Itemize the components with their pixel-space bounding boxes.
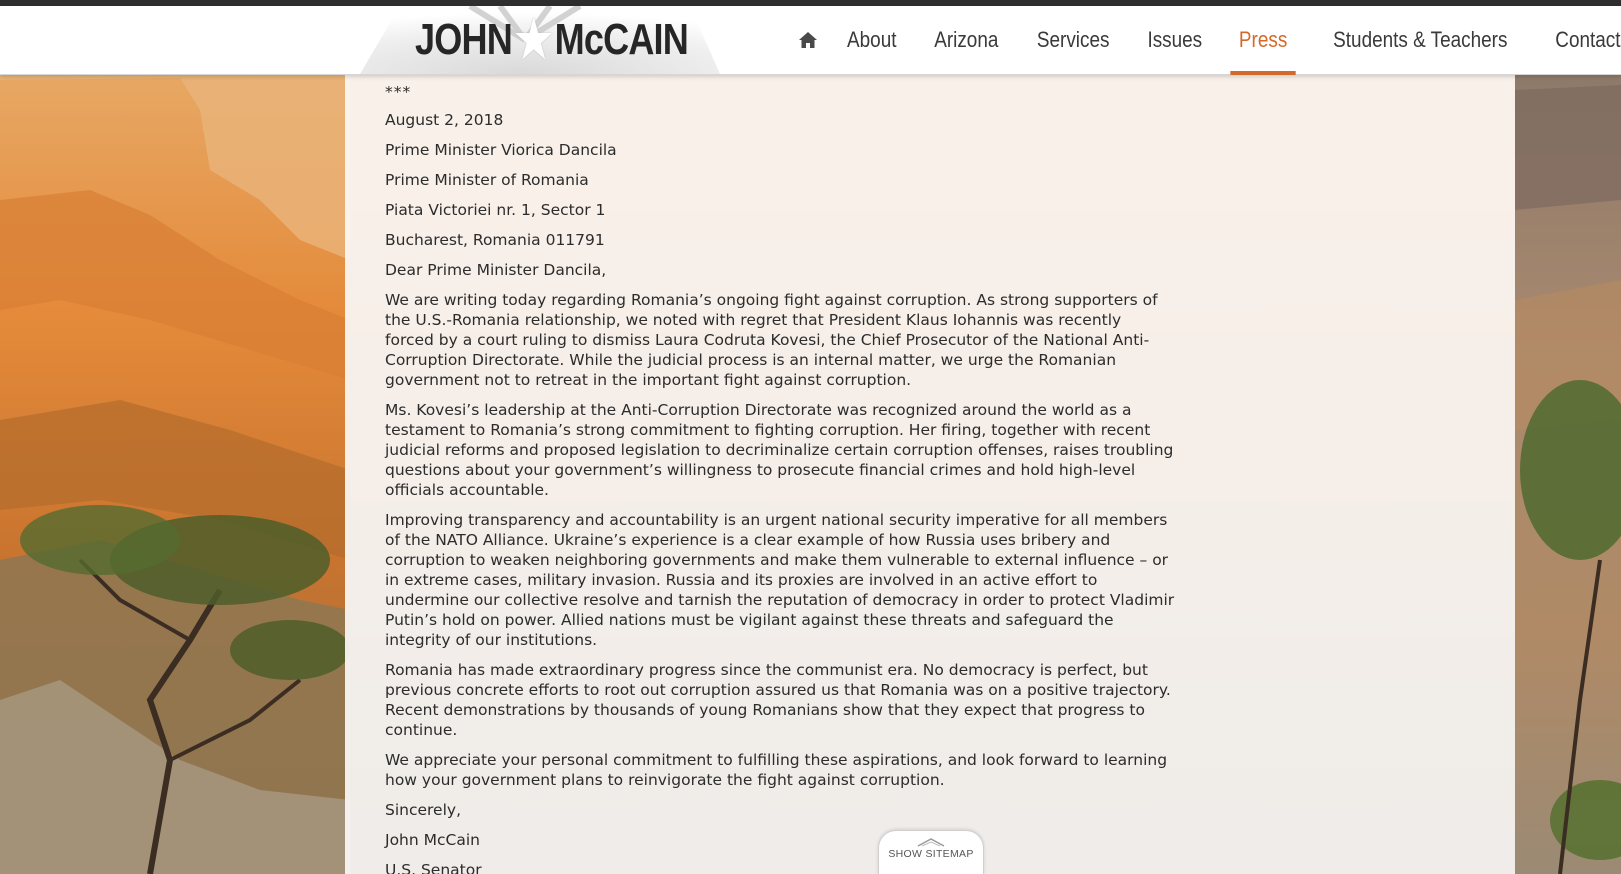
signer-name: John McCain bbox=[385, 831, 480, 849]
letter-paragraph: We appreciate your personal commitment to fulfilling these aspirations, and look forward to learning how your government plans to reinvigorate the fight against corruption. bbox=[385, 751, 1168, 789]
star-icon: ★ bbox=[514, 11, 552, 69]
nav-contact[interactable]: Contact bbox=[1555, 27, 1621, 52]
sitemap-label: SHOW SITEMAP bbox=[888, 848, 974, 860]
nav-students-teachers[interactable]: Students & Teachers bbox=[1333, 27, 1508, 52]
nav-press[interactable]: Press bbox=[1227, 6, 1299, 74]
address-line-1: Piata Victoriei nr. 1, Sector 1 bbox=[385, 201, 606, 219]
logo-last-name: McCAIN bbox=[554, 15, 689, 64]
site-logo[interactable] bbox=[360, 6, 720, 74]
signer-title: U.S. Senator bbox=[385, 861, 482, 874]
logo-first-name: JOHN bbox=[415, 15, 512, 64]
address-line-2: Bucharest, Romania 011791 bbox=[385, 231, 605, 249]
site-header bbox=[0, 6, 1621, 75]
salutation: Dear Prime Minister Dancila, bbox=[385, 261, 607, 279]
recipient-name: Prime Minister Viorica Dancila bbox=[385, 141, 617, 159]
letter-paragraph: Romania has made extraordinary progress since the communist era. No democracy is perfect, but previous concrete efforts to root out corruption assured us that Romania was on a positive trajectory. Recent demonstrations by thousands of young Romanians show that they expect that progress to continue. bbox=[385, 661, 1171, 739]
nav-issues[interactable]: Issues bbox=[1147, 27, 1203, 52]
nav-services[interactable]: Services bbox=[1036, 27, 1110, 52]
show-sitemap-button[interactable] bbox=[878, 830, 984, 874]
recipient-title: Prime Minister of Romania bbox=[385, 171, 589, 189]
home-button[interactable] bbox=[795, 6, 821, 74]
content-panel bbox=[345, 74, 1515, 874]
chevron-up-icon bbox=[916, 837, 946, 847]
letter-date: August 2, 2018 bbox=[385, 111, 504, 129]
logo-wordmark bbox=[415, 11, 689, 69]
closing: Sincerely, bbox=[385, 801, 462, 819]
home-icon bbox=[798, 31, 818, 49]
letter-paragraph: Ms. Kovesi’s leadership at the Anti-Corruption Directorate was recognized around the world as a testament to Romania’s strong commitment to fighting corruption. Her firing, together with recent judicial reforms and proposed legislation to decriminalize certain corruption offenses, raises troubling questions about your government’s willingness to prosecute financial crimes and hold high-level officials accountable. bbox=[385, 401, 1174, 499]
letter-paragraph: Improving transparency and accountability is an urgent national security imperative for all members of the NATO Alliance. Ukraine’s experience is a clear example of how Russia uses bribery and corruption to weaken neighboring governments and make them vulnerable to external influence – or in extreme cases, military invasion. Russia and its proxies are involved in an active effort to undermine our collective resolve and tarnish the reputation of democracy in order to protect Vladimir Putin’s hold on power. Allied nations must be vigilant against these threats and safeguard the integrity of our institutions. bbox=[385, 511, 1175, 649]
letter-paragraph: We are writing today regarding Romania’s ongoing fight against corruption. As strong supporters of the U.S.-Romania relationship, we noted with regret that President Klaus Iohannis was recently forced by a court ruling to dismiss Laura Codruta Kovesi, the Chief Prosecutor of the National Anti-Corruption Directorate. While the judicial process is an internal matter, we urge the Romanian government not to retreat in the important fight against corruption. bbox=[385, 291, 1158, 389]
main-navigation bbox=[795, 6, 1621, 74]
separator: *** bbox=[385, 83, 412, 101]
nav-arizona[interactable]: Arizona bbox=[933, 27, 998, 52]
press-letter bbox=[385, 82, 1175, 874]
nav-about[interactable]: About bbox=[847, 27, 897, 52]
